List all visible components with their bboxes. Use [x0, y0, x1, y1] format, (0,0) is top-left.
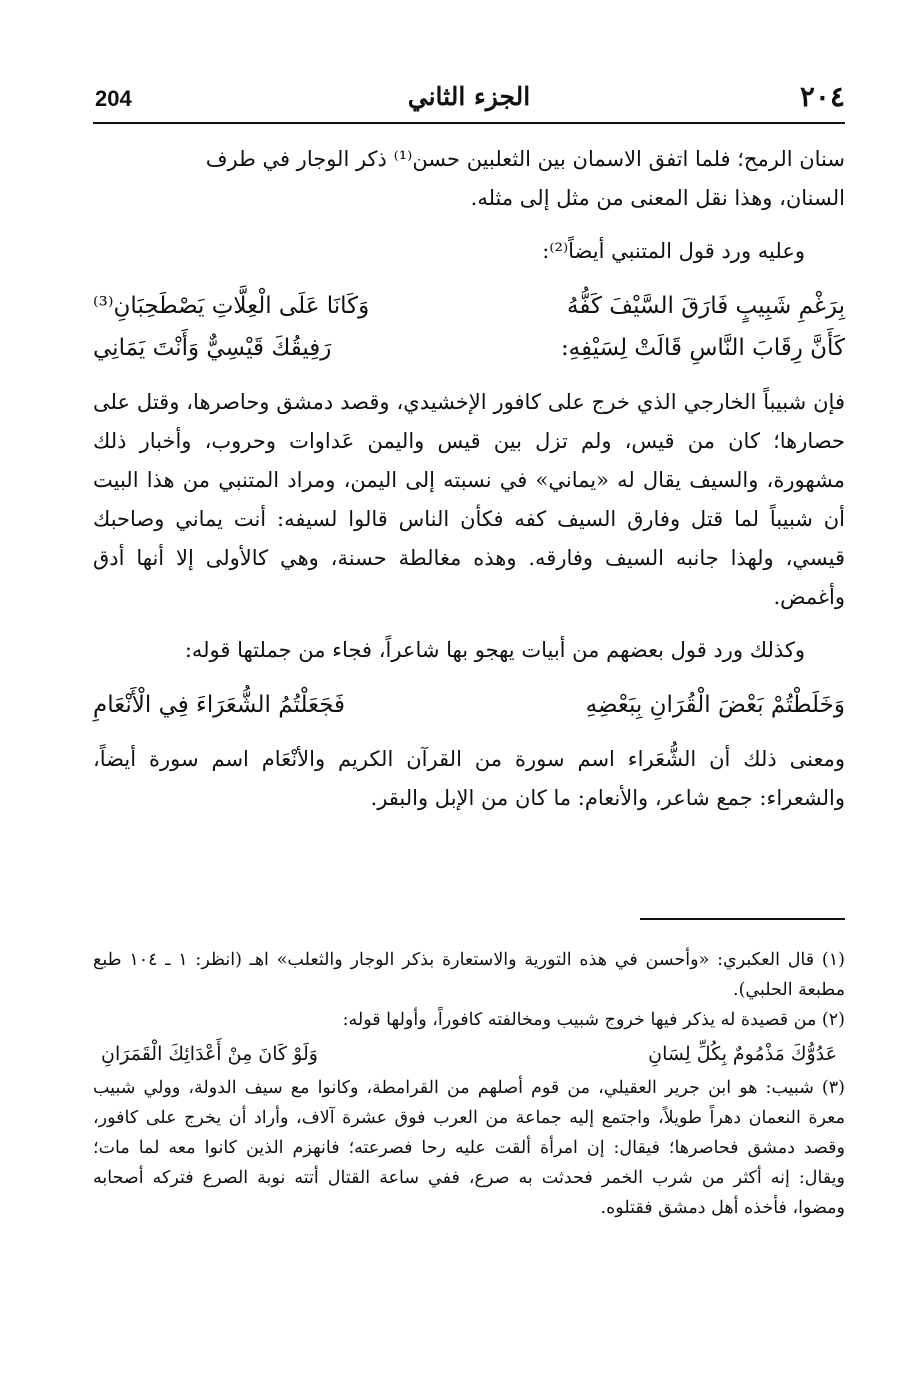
header-rule — [93, 122, 845, 124]
hemistich-second: فَجَعَلْتُمُ الشُّعَرَاءَ فِي الْأَنْعَامِ — [93, 692, 346, 718]
verse-intro: وكذلك ورد قول بعضهم من أبيات يهجو بها شاعراً، فجاء من جملتها قوله: — [184, 638, 805, 662]
hemistich-first: وَخَلَطْتُمْ بَعْضَ الْقُرَانِ بِبَعْضِهِ — [585, 692, 845, 718]
footnote-1: (١) قال العكبري: «وأحسن في هذه التورية والاستعارة بذكر الوجار والثعلب» اهـ (انظر: ١ ـ ١٠٤ طبع مطبعة الحلبي). — [93, 950, 845, 1000]
page-header — [93, 80, 845, 120]
hemistich-first: عَدُوُّكَ مَذْمُومٌ بِكُلِّ لِسَانِ — [648, 1043, 837, 1065]
main-text — [93, 140, 845, 818]
page-number-latin: 204 — [95, 86, 132, 111]
poem-verse — [93, 285, 845, 327]
running-title: الجزء الثاني — [407, 82, 531, 111]
paragraph: فإن شبيباً الخارجي الذي خرج على كافور الإخشيدي، وقصد دمشق وحاصرها، وقتل على حصارها؛ كان من قيس، ولم تزل بين قيس واليمن عَداوات وحروب، وأخبار ذلك مشهورة، والسيف يقال له «يماني» في نسبته إلى اليمن، ومراد المتنبي من هذا البيت أن شبيباً لما قتل وفارق السيف كفه فكأن الناس قالوا لسيفه: أنت يماني وصاحبك قيسي، ولهذا جانبه السيف وفارقه. وهذه مغالطة حسنة، وهي كالأولى إلا أنها أدق وأغمض. — [93, 390, 845, 609]
hemistich-first: كَأَنَّ رِقَابَ النَّاسِ قَالَتْ لِسَيْفِهِ: — [560, 335, 845, 361]
hemistich-second: وَكَانَا عَلَى الْعِلَّاتِ يَصْطَحِبَانِ⁽³⁾ — [93, 293, 370, 319]
poem-verse — [93, 684, 845, 726]
hemistich-second: وَلَوْ كَانَ مِنْ أَعْدَائِكَ الْقَمَرَانِ — [101, 1043, 318, 1065]
footnote-3: (٣) شبيب: هو ابن جرير العقيلي، من قوم أصلهم من القرامطة، وكانوا مع سيف الدولة، وولي شبيب معرة النعمان دهراً طويلاً، واجتمع إليه جماعة من العرب فوق عشرة آلاف، وأراد أن يخرج على كافور، وقصد دمشق فحاصرها؛ فيقال: إن امرأة ألقت عليه رحا فصرعته؛ فانهزم الذين كانوا معه لما مات؛ ويقال: إنه أكثر من شرب الخمر فحدثت به صرع، ففي ساعة القتال أتته نوبة الصرع فتركه أصحابه ومضوا، فأخذه أهل دمشق فقتلوه. — [93, 1078, 845, 1218]
hemistich-second: رَفِيقُكَ قَيْسِيٌّ وَأَنْتَ يَمَانِي — [93, 335, 332, 361]
footnote-rule — [640, 918, 845, 920]
poem-verse — [93, 327, 845, 369]
footnote-2: (٢) من قصيدة له يذكر فيها خروج شبيب ومخالفته كافوراً، وأولها قوله: — [342, 1010, 845, 1030]
hemistich-first: بِرَغْمِ شَبِيبٍ فَارَقَ السَّيْفَ كَفُّهُ — [567, 293, 845, 319]
paragraph: سنان الرمح؛ فلما اتفق الاسمان بين الثعلبين حسن⁽¹⁾ ذكر الوجار في طرف — [205, 147, 845, 171]
paragraph: ومعنى ذلك أن الشُّعَراء اسم سورة من القرآن الكريم والأنْعَام اسم سورة أيضاً، والشعراء: جمع شاعر، والأنعام: ما كان من الإبل والبقر. — [93, 747, 845, 810]
paragraph: السنان، وهذا نقل المعنى من مثل إلى مثله. — [470, 186, 845, 210]
verse-intro: وعليه ورد قول المتنبي أيضاً⁽²⁾: — [542, 239, 805, 263]
footnote-verse — [93, 1035, 845, 1073]
footnotes — [93, 945, 845, 1223]
page-number-arabic: ٢٠٤ — [799, 80, 845, 113]
